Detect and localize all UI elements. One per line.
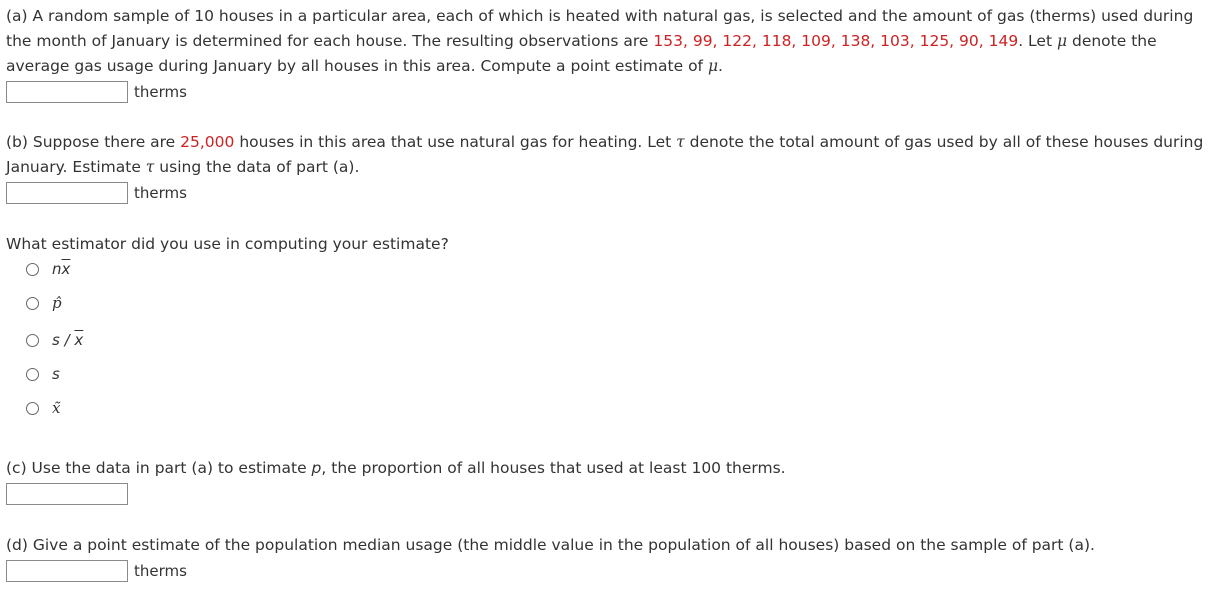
estimator-option-x-tilde[interactable]	[26, 397, 60, 419]
radio-button[interactable]	[26, 402, 39, 415]
part-a-unit: therms	[134, 83, 187, 101]
estimator-option-s[interactable]	[26, 363, 60, 385]
estimator-question: What estimator did you use in computing your estimate?	[6, 235, 449, 253]
part-b-unit: therms	[134, 184, 187, 202]
mu-symbol: μ	[1056, 32, 1068, 50]
part-b-answer-input[interactable]	[6, 182, 128, 204]
estimator-option-p-hat[interactable]	[26, 292, 62, 314]
part-c-answer-row	[6, 481, 128, 507]
tau-symbol: τ	[676, 133, 685, 151]
radio-button[interactable]	[26, 297, 39, 310]
option-label: $n\overline{x}$	[52, 260, 71, 278]
mu-symbol: μ	[707, 57, 719, 75]
radio-button[interactable]	[26, 263, 39, 276]
part-d-question: (d) Give a point estimate of the population median usage (the middle value in the population of all houses) based on the sample of part (a).	[6, 536, 1095, 554]
part-c-question: (c) Use the data in part (a) to estimate p, the proportion of all houses that used at least 100 therms.	[6, 459, 786, 477]
observations-values: 153, 99, 122, 118, 109, 138, 103, 125, 90, 149	[653, 32, 1019, 50]
tau-symbol: τ	[145, 158, 155, 176]
part-a-question: (a) A random sample of 10 houses in a particular area, each of which is heated with natural gas, is selected and the amount of gas (therms) used during the month of January is determined for each house. The resulting observations are 153, 99, 122, 118, 109, 138, 103, 125, 90, 149. Let μ denote the average gas usage during January by all houses in this area. Compute a point estimate of μ.	[6, 7, 1194, 75]
houses-count: 25,000	[180, 133, 235, 151]
estimator-option-s-over-xbar[interactable]	[26, 329, 83, 351]
part-d-unit: therms	[134, 562, 187, 580]
part-a-answer-input[interactable]	[6, 81, 128, 103]
part-b-answer-row	[6, 180, 187, 206]
part-d-answer-row	[6, 558, 187, 584]
option-label: s	[52, 365, 60, 383]
part-b-question: (b) Suppose there are 25,000 houses in this area that use natural gas for heating. Let τ denote the total amount of gas used by all of these houses during January. Estimate τ using the data of part (a).	[6, 133, 1204, 176]
estimator-option-nx[interactable]	[26, 258, 70, 280]
part-d-answer-input[interactable]	[6, 560, 128, 582]
option-label: x̃	[52, 399, 61, 417]
option-label: s / $\overline{x}$	[52, 331, 84, 349]
radio-button[interactable]	[26, 368, 39, 381]
part-c-answer-input[interactable]	[6, 483, 128, 505]
part-a-answer-row	[6, 79, 187, 105]
radio-button[interactable]	[26, 334, 39, 347]
option-label: p̂	[52, 294, 62, 312]
p-symbol: p	[311, 459, 322, 477]
